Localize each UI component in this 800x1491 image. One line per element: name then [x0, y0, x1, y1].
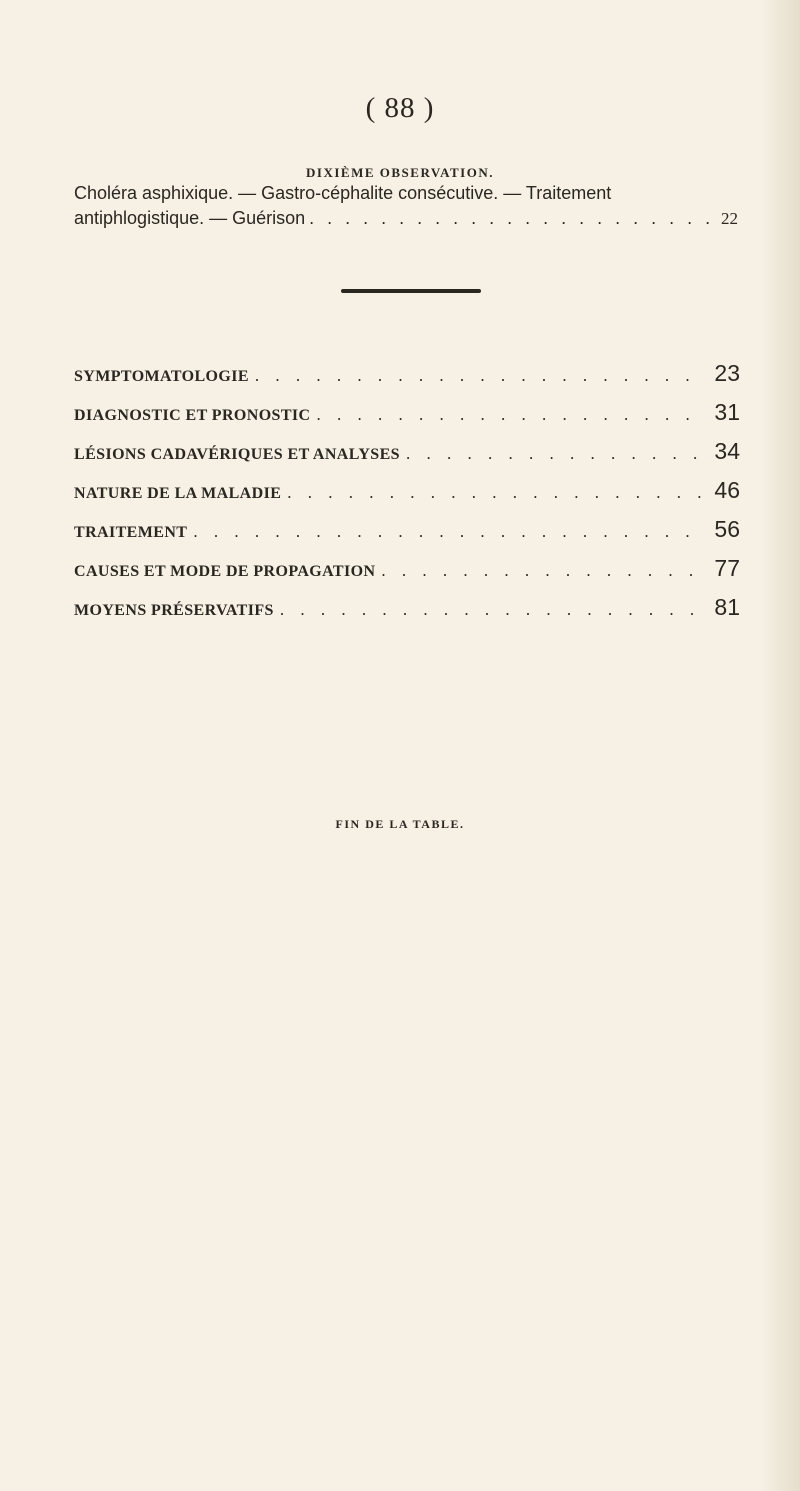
toc-entry-page: 77: [714, 555, 740, 581]
dot-leader: [280, 600, 706, 620]
observation-description-text: antiphlogistique. — Guérison: [74, 208, 306, 228]
toc-entry-page: 46: [714, 477, 740, 503]
observation-page-number: 22: [721, 209, 738, 228]
toc-entry: [74, 438, 740, 465]
dot-leader: [317, 405, 706, 425]
toc-entry-page: 81: [714, 594, 740, 620]
dot-leader: [287, 483, 706, 503]
observation-heading: DIXIÈME OBSERVATION.: [306, 165, 494, 180]
dot-leader: [406, 444, 706, 464]
toc-entry-title: MOYENS PRÉSERVATIFS: [74, 602, 274, 619]
toc-entry: [74, 594, 740, 621]
toc-entry-page: 34: [714, 438, 740, 464]
toc-entry-title: CAUSES ET MODE DE PROPAGATION: [74, 563, 376, 580]
toc-entry-page: 56: [714, 516, 740, 542]
toc-entry-title: LÉSIONS CADAVÉRIQUES ET ANALYSES: [74, 446, 400, 463]
toc-entry-title: NATURE DE LA MALADIE: [74, 485, 282, 502]
toc-entry-title: TRAITEMENT: [74, 524, 188, 541]
toc-entry-title: SYMPTOMATOLOGIE: [74, 368, 249, 385]
toc-entry-page: 23: [714, 360, 740, 386]
toc-entry: [74, 516, 740, 543]
toc-entry-page: 31: [714, 399, 740, 425]
observation-description-line1: Choléra asphixique. — Gastro-céphalite consécutive. — Traitement: [74, 183, 612, 203]
observation-description-line2: [74, 208, 738, 229]
dot-leader: [381, 561, 706, 581]
toc-entry: [74, 360, 740, 387]
dot-leader: [193, 522, 706, 542]
toc-entry: [74, 477, 740, 504]
toc-entry-title: DIAGNOSTIC ET PRONOSTIC: [74, 407, 311, 424]
page-number: ( 88 ): [365, 92, 435, 124]
dot-leader: [255, 366, 706, 386]
dot-leader: [309, 208, 717, 229]
toc-entry: [74, 399, 740, 426]
page-edge-shadow: [760, 0, 800, 1491]
end-of-table-label: FIN DE LA TABLE.: [335, 817, 465, 831]
toc-entry: [74, 555, 740, 582]
section-divider-rule: [341, 289, 481, 293]
